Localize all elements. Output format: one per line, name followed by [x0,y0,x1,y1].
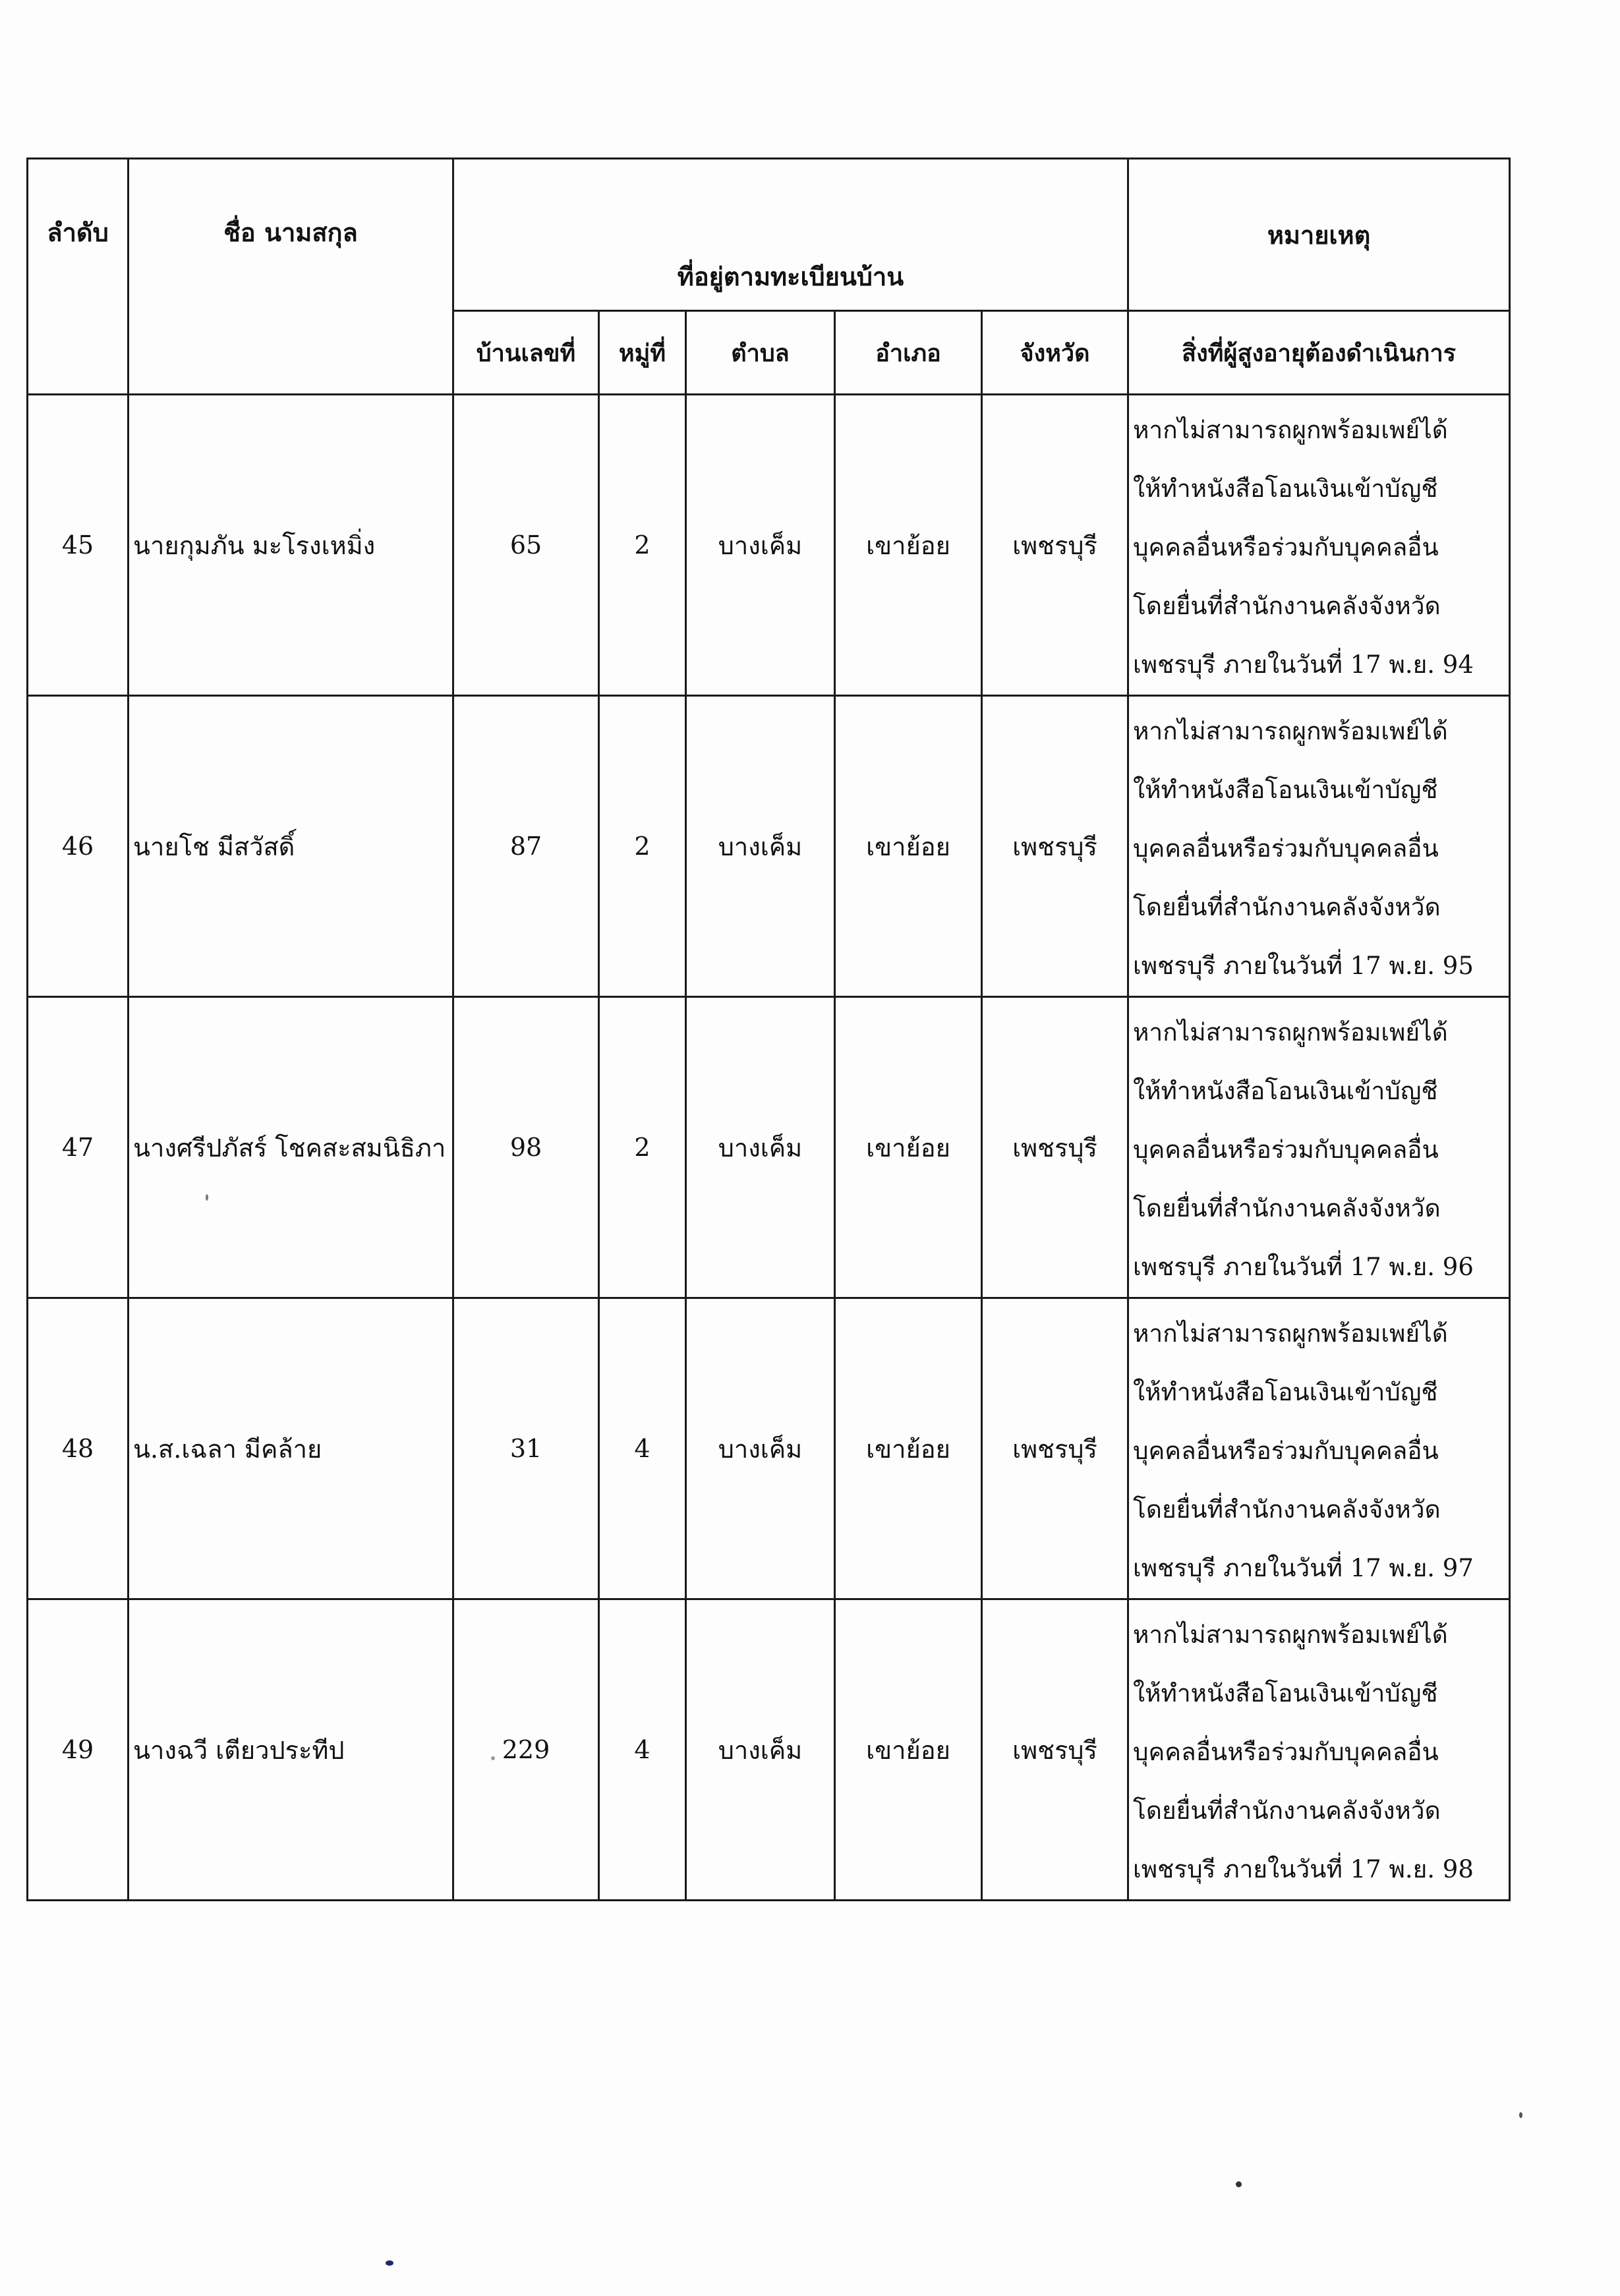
note-line: ให้ทำหนังสือโอนเงินเข้าบัญชี [1133,474,1438,503]
cell-no: 47 [28,997,129,1298]
cell-province: เพชรบุรี [982,696,1128,997]
cell-moo: 2 [599,997,686,1298]
note-line: ให้ทำหนังสือโอนเงินเข้าบัญชี [1133,1378,1438,1406]
header-address: ที่อยู่ตามทะเบียนบ้าน [453,159,1128,311]
table-row [28,696,1510,997]
cell-amphoe: เขาย้อย [835,1599,982,1901]
scan-speck [386,2260,393,2266]
scan-speck [206,1194,208,1201]
cell-house-no: 229 [453,1599,599,1901]
elderly-registry-table [26,158,1511,1901]
note-line: บุคคลอื่นหรือร่วมกับบุคคลอื่น [1133,1738,1439,1766]
note-line: บุคคลอื่นหรือร่วมกับบุคคลอื่น [1133,1135,1439,1164]
note-line: เพชรบุรี ภายในวันที่ 17 พ.ย. 94 [1133,650,1474,679]
cell-note [1128,1599,1510,1901]
cell-name: นางศรีปภัสร์ โชคสะสมนิธิภา [129,997,453,1298]
cell-note [1128,696,1510,997]
note-line: โดยยื่นที่สำนักงานคลังจังหวัด [1133,592,1441,620]
cell-tambon: บางเค็ม [686,696,835,997]
cell-name: น.ส.เฉลา มีคล้าย [129,1298,453,1599]
cell-name: นางฉวี เตียวประทีป [129,1599,453,1901]
cell-house-no: 87 [453,696,599,997]
cell-tambon: บางเค็ม [686,1298,835,1599]
cell-moo: 2 [599,696,686,997]
header-remark: หมายเหตุ [1128,159,1510,311]
note-line: บุคคลอื่นหรือร่วมกับบุคคลอื่น [1133,533,1439,561]
header-tambon: ตำบล [686,311,835,395]
cell-amphoe: เขาย้อย [835,696,982,997]
cell-note [1128,997,1510,1298]
note-line: โดยยื่นที่สำนักงานคลังจังหวัด [1133,1194,1441,1222]
cell-tambon: บางเค็ม [686,997,835,1298]
cell-province: เพชรบุรี [982,1298,1128,1599]
note-line: บุคคลอื่นหรือร่วมกับบุคคลอื่น [1133,834,1439,863]
note-line: โดยยื่นที่สำนักงานคลังจังหวัด [1133,1495,1441,1524]
note-line: หากไม่สามารถผูกพร้อมเพย์ได้ [1133,1018,1448,1047]
cell-amphoe: เขาย้อย [835,997,982,1298]
note-line: โดยยื่นที่สำนักงานคลังจังหวัด [1133,893,1441,921]
table-row [28,395,1510,696]
header-amphoe: อำเภอ [835,311,982,395]
cell-note [1128,1298,1510,1599]
header-name: ชื่อ นามสกุล [129,159,453,395]
cell-no: 46 [28,696,129,997]
table-row [28,1298,1510,1599]
table-row [28,997,1510,1298]
cell-moo: 4 [599,1599,686,1901]
cell-province: เพชรบุรี [982,395,1128,696]
cell-amphoe: เขาย้อย [835,1298,982,1599]
cell-tambon: บางเค็ม [686,395,835,696]
note-line: ให้ทำหนังสือโอนเงินเข้าบัญชี [1133,1679,1438,1708]
note-line: เพชรบุรี ภายในวันที่ 17 พ.ย. 95 [1133,952,1474,980]
scan-speck [1236,2181,1242,2187]
cell-amphoe: เขาย้อย [835,395,982,696]
note-line: ให้ทำหนังสือโอนเงินเข้าบัญชี [1133,776,1438,804]
table-row [28,1599,1510,1901]
note-line: หากไม่สามารถผูกพร้อมเพย์ได้ [1133,717,1448,745]
header-no: ลำดับ [28,159,129,395]
note-line: หากไม่สามารถผูกพร้อมเพย์ได้ [1133,416,1448,444]
cell-moo: 4 [599,1298,686,1599]
header-row-top [28,159,1510,311]
cell-province: เพชรบุรี [982,997,1128,1298]
cell-no: 49 [28,1599,129,1901]
note-line: เพชรบุรี ภายในวันที่ 17 พ.ย. 97 [1133,1554,1474,1582]
header-province: จังหวัด [982,311,1128,395]
cell-name: นายกุมภัน มะโรงเหมิ่ง [129,395,453,696]
cell-province: เพชรบุรี [982,1599,1128,1901]
cell-tambon: บางเค็ม [686,1599,835,1901]
cell-house-no: 31 [453,1298,599,1599]
note-line: หากไม่สามารถผูกพร้อมเพย์ได้ [1133,1319,1448,1348]
header-moo: หมู่ที่ [599,311,686,395]
scan-speck [491,1756,495,1760]
header-action: สิ่งที่ผู้สูงอายุต้องดำเนินการ [1128,311,1510,395]
note-line: ให้ทำหนังสือโอนเงินเข้าบัญชี [1133,1077,1438,1105]
cell-note [1128,395,1510,696]
cell-house-no: 98 [453,997,599,1298]
cell-no: 45 [28,395,129,696]
header-house-no: บ้านเลขที่ [453,311,599,395]
note-line: โดยยื่นที่สำนักงานคลังจังหวัด [1133,1796,1441,1825]
scan-speck [1519,2112,1522,2118]
cell-house-no: 65 [453,395,599,696]
note-line: เพชรบุรี ภายในวันที่ 17 พ.ย. 96 [1133,1253,1474,1281]
cell-no: 48 [28,1298,129,1599]
note-line: หากไม่สามารถผูกพร้อมเพย์ได้ [1133,1621,1448,1649]
note-line: เพชรบุรี ภายในวันที่ 17 พ.ย. 98 [1133,1855,1474,1883]
cell-name: นายโช มีสวัสดิ์ [129,696,453,997]
cell-moo: 2 [599,395,686,696]
note-line: บุคคลอื่นหรือร่วมกับบุคคลอื่น [1133,1437,1439,1465]
